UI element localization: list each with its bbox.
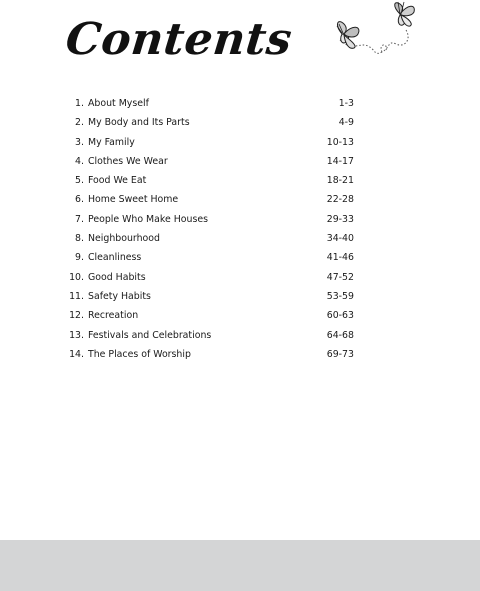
toc-entry-number: 9. [75, 252, 84, 264]
toc-entry-pages: 29-33 [326, 213, 354, 225]
toc-entry-number: 4. [75, 155, 84, 167]
toc-entry-number: 7. [75, 213, 84, 225]
toc-entry-number: 14. [69, 348, 84, 360]
page-title: Contents [63, 14, 295, 65]
toc-entry [62, 171, 354, 190]
toc-entry-title: The Places of Worship [88, 348, 191, 360]
toc-entry-pages: 53-59 [326, 290, 354, 302]
toc-entry-title: About Myself [88, 98, 149, 109]
toc-entry [62, 210, 354, 229]
toc-entry [62, 113, 354, 132]
toc-entry-title: Home Sweet Home [88, 194, 179, 206]
toc-entry-title: My Family [88, 136, 135, 148]
footer-band [0, 540, 480, 591]
toc-entry-title: My Body and Its Parts [88, 117, 190, 129]
toc-entry [62, 306, 354, 325]
toc-entry-number: 10. [69, 271, 84, 283]
toc-entry-title: Neighbourhood [88, 233, 160, 245]
toc-entry-pages: 22-28 [326, 194, 354, 206]
toc-entry [62, 287, 354, 306]
toc-entry [62, 229, 354, 248]
toc-entry-number: 6. [75, 194, 84, 206]
toc-entry-title: Recreation [88, 310, 139, 322]
toc-entry [62, 248, 354, 267]
toc-entry [62, 94, 354, 113]
toc-entry-pages: 34-40 [326, 233, 354, 245]
toc-entry-number: 5. [75, 175, 84, 187]
toc-entry-number: 11. [69, 290, 84, 302]
toc-entry-title: Good Habits [88, 271, 146, 283]
toc-entry [62, 190, 354, 209]
toc-entry-number: 8. [75, 233, 84, 245]
toc-entry-number: 12. [69, 310, 84, 322]
toc-entry-title: Cleanliness [88, 252, 142, 264]
toc-entry [62, 268, 354, 287]
toc-entry-pages: 14-17 [326, 155, 354, 167]
toc-entry-number: 1. [75, 98, 84, 109]
toc-entry-pages: 10-13 [326, 136, 354, 148]
table-of-contents [62, 94, 354, 364]
toc-entry-pages: 64-68 [326, 329, 354, 341]
butterfly-icon [318, 0, 423, 70]
toc-entry-number: 3. [75, 136, 84, 148]
toc-entry [62, 152, 354, 171]
toc-entry-title: Food We Eat [88, 175, 147, 187]
toc-entry-number: 2. [75, 117, 84, 129]
toc-entry-pages: 4-9 [338, 117, 354, 129]
toc-entry-pages: 47-52 [326, 271, 354, 283]
toc-entry-pages: 60-63 [326, 310, 354, 322]
toc-entry-pages: 69-73 [326, 348, 354, 360]
toc-entry-number: 13. [69, 329, 84, 341]
toc-entry-title: Festivals and Celebrations [88, 329, 212, 341]
toc-entry-title: People Who Make Houses [88, 213, 208, 225]
toc-entry [62, 326, 354, 345]
toc-entry-pages: 1-3 [338, 98, 354, 109]
toc-entry-pages: 41-46 [326, 252, 354, 264]
toc-entry-pages: 18-21 [326, 175, 354, 187]
toc-entry-title: Safety Habits [88, 290, 151, 302]
toc-entry-title: Clothes We Wear [88, 155, 168, 167]
toc-entry [62, 345, 354, 364]
toc-entry [62, 133, 354, 152]
